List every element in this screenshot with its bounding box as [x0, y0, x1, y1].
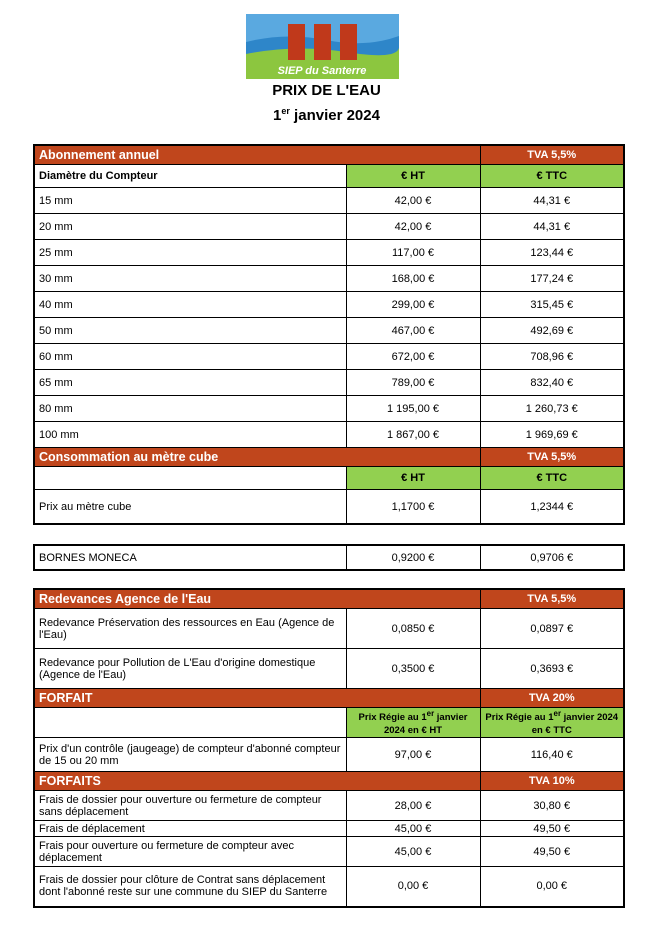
row-label: Frais de dossier pour clôture de Contrat sans déplacement dont l'abonné reste sur une commune du SIEP du Santerre [34, 867, 346, 907]
row-label: 60 mm [34, 344, 346, 370]
row-ttc: 315,45 € [480, 292, 624, 318]
row-label: Prix au mètre cube [34, 490, 346, 525]
row-label: 80 mm [34, 396, 346, 422]
row-label: 25 mm [34, 240, 346, 266]
row-ht: 1 867,00 € [346, 422, 480, 448]
row-ht: 0,00 € [346, 867, 480, 907]
table-row [34, 240, 624, 266]
row-label: BORNES MONECA [34, 545, 346, 570]
row-ht: 299,00 € [346, 292, 480, 318]
row-ttc: 116,40 € [480, 738, 624, 772]
row-label: 30 mm [34, 266, 346, 292]
row-ht: 42,00 € [346, 214, 480, 240]
row-label: 65 mm [34, 370, 346, 396]
row-ht: 0,9200 € [346, 545, 480, 570]
row-ttc: 492,69 € [480, 318, 624, 344]
row-label: 20 mm [34, 214, 346, 240]
row-ht: 28,00 € [346, 791, 480, 821]
col-empty [34, 467, 346, 490]
table-row [34, 214, 624, 240]
row-ht: 672,00 € [346, 344, 480, 370]
logo-text: SIEP du Santerre [277, 65, 367, 77]
col-diametre: Diamètre du Compteur [34, 165, 346, 188]
row-ttc: 1,2344 € [480, 490, 624, 525]
row-ttc: 49,50 € [480, 837, 624, 867]
forfaits-title: FORFAITS [34, 772, 480, 791]
abonnement-table [33, 144, 625, 525]
table-row [34, 318, 624, 344]
row-ttc: 832,40 € [480, 370, 624, 396]
row-ttc: 708,96 € [480, 344, 624, 370]
siep-logo [246, 14, 399, 79]
forfait-tva: TVA 20% [480, 689, 624, 708]
table-row [34, 292, 624, 318]
row-label: 100 mm [34, 422, 346, 448]
col-ht: Prix Régie au 1er janvier 2024 en € HT [346, 708, 480, 738]
table-row [34, 396, 624, 422]
row-ht: 467,00 € [346, 318, 480, 344]
col-ttc: € TTC [480, 467, 624, 490]
row-ht: 0,3500 € [346, 649, 480, 689]
row-ttc: 44,31 € [480, 188, 624, 214]
table-row [34, 422, 624, 448]
table-row [34, 490, 624, 525]
abonnement-tva: TVA 5,5% [480, 145, 624, 165]
row-ht: 789,00 € [346, 370, 480, 396]
col-ttc: € TTC [480, 165, 624, 188]
col-ht: € HT [346, 467, 480, 490]
col-ht: € HT [346, 165, 480, 188]
consommation-tva: TVA 5,5% [480, 448, 624, 467]
page-title: PRIX DE L'EAU [272, 82, 381, 99]
table-row [34, 344, 624, 370]
row-ht: 117,00 € [346, 240, 480, 266]
row-label: Frais de déplacement [34, 821, 346, 837]
row-ttc: 44,31 € [480, 214, 624, 240]
table-row [34, 609, 624, 649]
table-row [34, 867, 624, 907]
row-ttc: 0,0897 € [480, 609, 624, 649]
row-ttc: 123,44 € [480, 240, 624, 266]
row-label: 15 mm [34, 188, 346, 214]
row-ht: 45,00 € [346, 837, 480, 867]
row-ttc: 1 260,73 € [480, 396, 624, 422]
table-row [34, 738, 624, 772]
abonnement-title: Abonnement annuel [34, 145, 480, 165]
redevances-tva: TVA 5,5% [480, 589, 624, 609]
row-ht: 45,00 € [346, 821, 480, 837]
table-row [34, 837, 624, 867]
table-row [34, 821, 624, 837]
row-ttc: 0,00 € [480, 867, 624, 907]
row-label: 40 mm [34, 292, 346, 318]
col-empty [34, 708, 346, 738]
row-ht: 0,0850 € [346, 609, 480, 649]
forfaits-tva: TVA 10% [480, 772, 624, 791]
table-row [34, 266, 624, 292]
row-ht: 97,00 € [346, 738, 480, 772]
row-label: 50 mm [34, 318, 346, 344]
table-row [34, 370, 624, 396]
row-label: Frais pour ouverture ou fermeture de compteur avec déplacement [34, 837, 346, 867]
row-ht: 168,00 € [346, 266, 480, 292]
row-label: Prix d'un contrôle (jaugeage) de compteur d'abonné compteur de 15 ou 20 mm [34, 738, 346, 772]
row-ttc: 49,50 € [480, 821, 624, 837]
page-date: 1er janvier 2024 [273, 106, 380, 124]
row-ht: 1 195,00 € [346, 396, 480, 422]
row-label: Redevance Préservation des ressources en Eau (Agence de l'Eau) [34, 609, 346, 649]
table-row [34, 545, 624, 570]
row-label: Redevance pour Pollution de L'Eau d'origine domestique (Agence de l'Eau) [34, 649, 346, 689]
forfait-title: FORFAIT [34, 689, 480, 708]
col-ttc: Prix Régie au 1er janvier 2024 en € TTC [480, 708, 624, 738]
table-row [34, 649, 624, 689]
redevances-table [33, 588, 625, 908]
row-ttc: 177,24 € [480, 266, 624, 292]
consommation-title: Consommation au mètre cube [34, 448, 480, 467]
row-ttc: 1 969,69 € [480, 422, 624, 448]
row-ttc: 0,9706 € [480, 545, 624, 570]
table-row [34, 188, 624, 214]
table-row [34, 791, 624, 821]
bornes-table [33, 544, 625, 571]
row-ttc: 30,80 € [480, 791, 624, 821]
row-ht: 1,1700 € [346, 490, 480, 525]
row-label: Frais de dossier pour ouverture ou fermeture de compteur sans déplacement [34, 791, 346, 821]
redevances-title: Redevances Agence de l'Eau [34, 589, 480, 609]
row-ttc: 0,3693 € [480, 649, 624, 689]
row-ht: 42,00 € [346, 188, 480, 214]
